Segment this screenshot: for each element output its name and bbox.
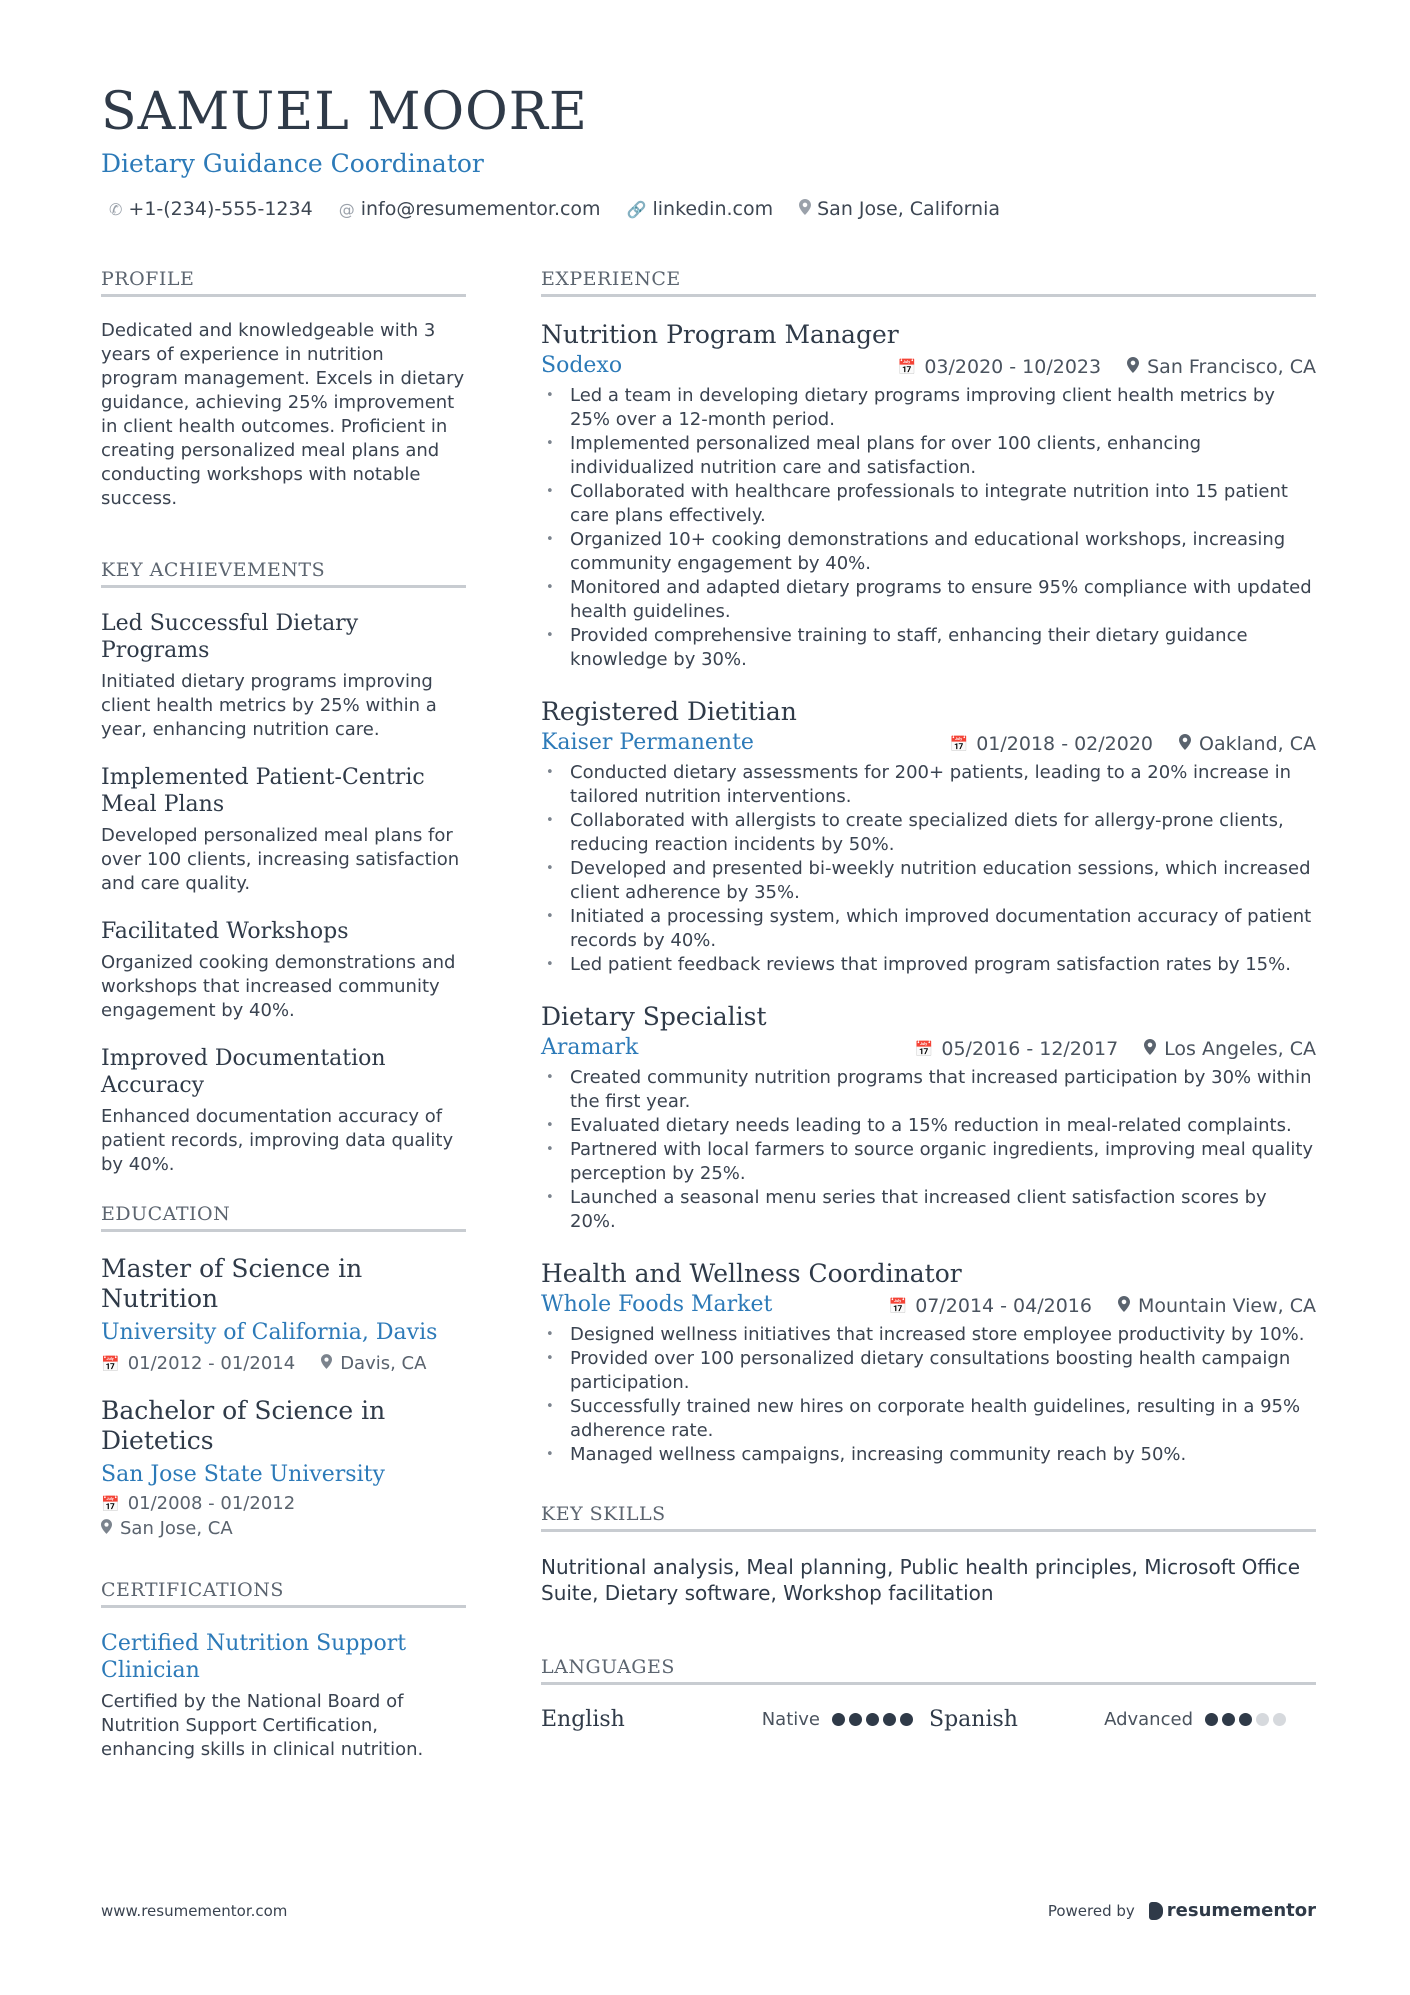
job-location [1127,356,1316,378]
map-pin-icon [1144,1039,1156,1059]
bullet-item: • Implemented personalized meal plans for over 100 clients, enhancing individualized nutrition care and satisfaction. [541,432,1316,480]
company-name: Sodexo [541,353,623,378]
bullet-item: • Collaborated with healthcare professionals to integrate nutrition into 15 patient care plans effectively. [541,480,1316,528]
achievements-section [101,559,466,1177]
rating-dot-filled [1222,1713,1235,1726]
language-rating [1205,1713,1286,1726]
map-pin-icon [799,199,811,219]
job-entry [541,319,1316,672]
language-rating [832,1713,913,1726]
phone-icon: ✆ [109,199,123,219]
achievement-item [101,1045,466,1177]
job-dates [915,1038,1119,1060]
phone-text: +1-(234)-555-1234 [128,198,313,220]
job-location [1144,1038,1316,1060]
education-item [101,1254,466,1374]
education-dates [101,1493,466,1514]
bullet-item: • Monitored and adapted dietary programs to ensure 95% compliance with updated health guidelines. [541,576,1316,624]
education-meta [101,1493,466,1539]
location-text: Mountain View, CA [1138,1295,1316,1317]
rating-dot-filled [832,1713,845,1726]
company-name: Aramark [541,1035,639,1060]
dates-text: 07/2014 - 04/2016 [915,1295,1092,1317]
rating-dot-empty [1273,1713,1286,1726]
rating-dot-filled [900,1713,913,1726]
dates-text: 01/2008 - 01/2012 [127,1493,296,1514]
contact-linkedin[interactable] [627,198,774,220]
job-bullets [541,761,1316,977]
rating-dot-filled [1239,1713,1252,1726]
job-title: Nutrition Program Manager [541,320,899,349]
map-pin-icon [1118,1296,1130,1316]
powered-by [1048,1900,1316,1921]
bullet-item: • Designed wellness initiatives that increased store employee productivity by 10%. [541,1323,1316,1347]
job-bullets [541,384,1316,672]
achievement-text: Enhanced documentation accuracy of patient records, improving data quality by 40%. [101,1106,454,1175]
certification-text: Certified by the National Board of Nutrition Support Certification, enhancing skills in clinical nutrition. [101,1691,424,1760]
profile-text: Dedicated and knowledgeable with 3 years of experience in nutrition program management. Excels in dietary guidance, achieving 25% improvement in client health outcomes. Proficient in creating personalized meal plans and conducting workshops with notable success. [101,320,465,509]
location-text: San Francisco, CA [1147,356,1316,378]
bullet-item: • Evaluated dietary needs leading to a 15% reduction in meal-related complaints. [541,1114,1316,1138]
degree-title: Master of Science in Nutrition [101,1254,363,1313]
brand-text: resumementor [1166,1900,1316,1921]
bullet-item: • Led a team in developing dietary programs improving client health metrics by 25% over a 12-month period. [541,384,1316,432]
job-entry [541,1258,1316,1467]
skills-text: Nutritional analysis, Meal planning, Public health principles, Microsoft Office Suite, Dietary software, Workshop facilitation [541,1555,1301,1605]
skills-heading: KEY SKILLS [541,1503,1316,1532]
achievement-title: Improved Documentation Accuracy [101,1046,386,1098]
job-title: Health and Wellness Coordinator [541,1259,962,1288]
dates-text: 03/2020 - 10/2023 [924,356,1102,378]
job-location [1179,733,1316,755]
bullet-item: • Provided comprehensive training to staff, enhancing their dietary guidance knowledge by 30%. [541,624,1316,672]
school-name: University of California, Davis [101,1320,438,1345]
education-heading: EDUCATION [101,1203,466,1232]
rating-dot-filled [849,1713,862,1726]
language-name: English [541,1707,625,1732]
job-dates [950,733,1154,755]
map-pin-icon [101,1519,112,1538]
bullet-item: • Managed wellness campaigns, increasing community reach by 50%. [541,1443,1316,1467]
company-name: Kaiser Permanente [541,730,754,755]
languages-row [541,1707,1316,1732]
calendar-icon: 📅 [101,1494,120,1513]
certification-title: Certified Nutrition Support Clinician [101,1631,407,1683]
education-dates [101,1353,295,1374]
experience-heading: EXPERIENCE [541,268,1316,297]
email-text: info@resumementor.com [360,198,601,220]
achievement-text: Initiated dietary programs improving client health metrics by 25% within a year, enhancing nutrition care. [101,671,437,740]
language-level: Native [761,1709,820,1730]
dates-text: 01/2012 - 01/2014 [127,1353,296,1374]
dates-text: 05/2016 - 12/2017 [941,1038,1119,1060]
linkedin-text: linkedin.com [652,198,774,220]
education-location [101,1518,466,1539]
candidate-title: Dietary Guidance Coordinator [101,149,484,178]
right-column [541,268,1316,1732]
bullet-item: • Collaborated with allergists to create specialized diets for allergy-prone clients, reducing reaction incidents by 50%. [541,809,1316,857]
education-item [101,1396,466,1539]
education-location [321,1353,426,1374]
language-item [929,1707,1316,1732]
job-entry [541,1001,1316,1234]
job-bullets [541,1066,1316,1234]
language-item [541,1707,929,1732]
bullet-item: • Created community nutrition programs that increased participation by 30% within the first year. [541,1066,1316,1114]
dates-text: 01/2018 - 02/2020 [976,733,1154,755]
achievement-item [101,918,466,1023]
school-name: San Jose State University [101,1462,385,1487]
achievement-item [101,764,466,896]
resume-header [101,80,1321,220]
job-meta [898,356,1316,378]
bullet-item: • Launched a seasonal menu series that increased client satisfaction scores by 20%. [541,1186,1316,1234]
footer-website[interactable]: www.resumementor.com [101,1901,288,1920]
location-text: Los Angeles, CA [1164,1038,1316,1060]
achievement-text: Organized cooking demonstrations and workshops that increased community engagement by 40%. [101,952,456,1021]
job-meta [950,733,1316,755]
location-text: San Jose, CA [120,1518,233,1539]
location-text: Oakland, CA [1199,733,1316,755]
job-meta [889,1295,1317,1317]
contact-email[interactable] [339,198,601,220]
rating-dot-filled [1205,1713,1218,1726]
languages-section [541,1656,1316,1732]
job-location [1118,1295,1316,1317]
calendar-icon: 📅 [897,358,917,376]
bullet-item: • Initiated a processing system, which improved documentation accuracy of patient records by 40%. [541,905,1316,953]
bullet-item: • Led patient feedback reviews that improved program satisfaction rates by 15%. [541,953,1316,977]
experience-section [541,268,1316,1467]
location-text: San Jose, California [817,198,1001,220]
degree-title: Bachelor of Science in Dietetics [101,1396,386,1455]
job-dates [898,356,1102,378]
calendar-icon: 📅 [949,735,969,753]
certifications-section [101,1579,466,1762]
bullet-item: • Partnered with local farmers to source organic ingredients, improving meal quality perception by 25%. [541,1138,1316,1186]
education-section [101,1203,466,1539]
achievement-text: Developed personalized meal plans for over 100 clients, increasing satisfaction and care quality. [101,825,460,894]
bullet-item: • Provided over 100 personalized dietary consultations boosting health campaign participation. [541,1347,1316,1395]
company-name: Whole Foods Market [541,1292,773,1317]
job-title: Registered Dietitian [541,697,797,726]
contact-bar [101,198,1321,220]
job-entry [541,696,1316,977]
link-icon: 🔗 [626,199,647,219]
job-dates [889,1295,1093,1317]
candidate-name: SAMUEL MOORE [101,82,588,142]
job-line [541,1035,1316,1060]
rating-dot-filled [866,1713,879,1726]
education-meta [101,1353,466,1374]
contact-location [799,198,1000,220]
job-list [541,319,1316,1467]
achievement-title: Facilitated Workshops [101,919,349,944]
calendar-icon: 📅 [101,1354,120,1373]
contact-phone[interactable] [109,198,313,220]
rating-dot-filled [883,1713,896,1726]
powered-text: Powered by [1047,1901,1135,1920]
profile-heading: PROFILE [101,268,466,297]
job-title: Dietary Specialist [541,1002,767,1031]
brand-mark-icon [1149,1902,1163,1920]
bullet-item: • Developed and presented bi-weekly nutrition education sessions, which increased client adherence by 35%. [541,857,1316,905]
profile-section [101,268,466,511]
page-footer [101,1900,1316,1921]
skills-section [541,1503,1316,1606]
achievements-heading: KEY ACHIEVEMENTS [101,559,466,588]
bullet-item: • Successfully trained new hires on corporate health guidelines, resulting in a 95% adherence rate. [541,1395,1316,1443]
location-text: Davis, CA [340,1353,427,1374]
achievement-title: Implemented Patient-Centric Meal Plans [101,765,425,817]
rating-dot-empty [1256,1713,1269,1726]
left-column [101,268,466,1810]
bullet-item: • Conducted dietary assessments for 200+ patients, leading to a 20% increase in tailored nutrition interventions. [541,761,1316,809]
job-line [541,353,1316,378]
map-pin-icon [1127,357,1139,377]
map-pin-icon [321,1354,332,1373]
map-pin-icon [1179,734,1191,754]
achievement-item [101,610,466,742]
brand-logo[interactable] [1149,1900,1316,1921]
bullet-item: • Organized 10+ cooking demonstrations and educational workshops, increasing community engagement by 40%. [541,528,1316,576]
certifications-heading: CERTIFICATIONS [101,1579,466,1608]
calendar-icon: 📅 [888,1297,908,1315]
job-bullets [541,1323,1316,1467]
at-icon: @ [338,199,355,219]
job-line [541,1292,1316,1317]
job-line [541,730,1316,755]
languages-heading: LANGUAGES [541,1656,1316,1685]
job-meta [915,1038,1316,1060]
achievement-title: Led Successful Dietary Programs [101,611,359,663]
certification-item [101,1630,466,1762]
calendar-icon: 📅 [914,1040,934,1058]
language-name: Spanish [929,1707,1018,1732]
language-level: Advanced [1104,1709,1193,1730]
